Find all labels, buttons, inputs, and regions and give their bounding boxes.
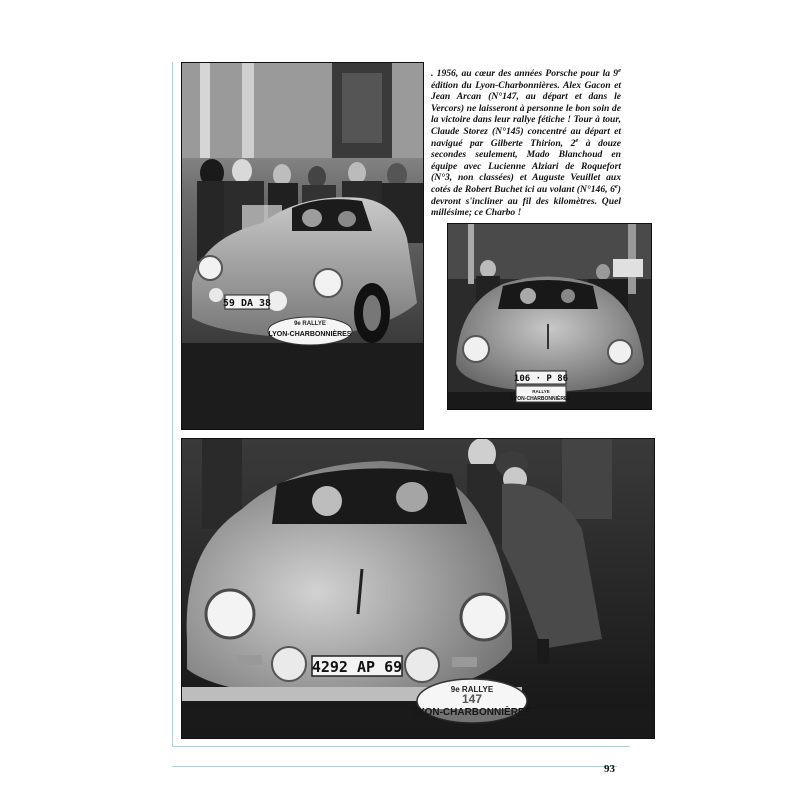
margin-rule	[172, 62, 173, 747]
frame-rule	[172, 746, 630, 747]
sign-bottom-number: 147	[461, 692, 483, 706]
sign-top-left-main: LYON-CHARBONNIÈRES	[268, 331, 352, 338]
sign-top-right-top: RALLYE	[532, 389, 550, 394]
footer-rule	[172, 766, 617, 767]
photo-caption	[431, 68, 621, 219]
plate-top-right: 106 · P 86	[513, 374, 569, 384]
sign-top-left-top: 9e RALLYE	[294, 321, 326, 327]
page-number: 93	[604, 763, 615, 775]
plate-top-left: 59 DA 38	[222, 298, 272, 309]
caption-part-4: ) devront s'incliner au fil des kilomètres. Quel millésime; ce Charbo !	[431, 183, 621, 219]
caption-part-2: édition du Lyon-Charbonnières. Alex Gacon et Jean Arcan (N°147, au départ et dans le Vercors) ne laisseront à personne le bon soin de la victoire dans leur rallye fétiche ! Tour à tour, Claude Storez (N°145) concentré au départ et navigué par Gilberte Thirion, 2	[431, 79, 621, 149]
caption-superscript-1: e	[618, 66, 621, 74]
caption-superscript-3: e	[614, 182, 618, 190]
photo-car-closeup	[181, 438, 655, 739]
plate-bottom: 4292 AP 69	[311, 658, 403, 676]
sign-top-right-main: LYON-CHARBONNIÈRES	[511, 396, 571, 402]
caption-part-3: à douze secondes seulement, Mado Blanchoud en équipe avec Lucienne Alziari de Roquefort (N°3, non classées) et Auguste Veuillet aux cotés de Robert Buchet ici au volant (N°146, 6	[431, 137, 621, 195]
caption-part-1: . 1956, au cœur des années Porsche pour la 9	[431, 68, 619, 79]
caption-superscript-2: e	[575, 136, 579, 144]
sign-bottom-top: 9e RALLYE	[450, 685, 494, 694]
photo-start-crowd	[181, 62, 424, 430]
photo-night-car	[447, 223, 652, 410]
